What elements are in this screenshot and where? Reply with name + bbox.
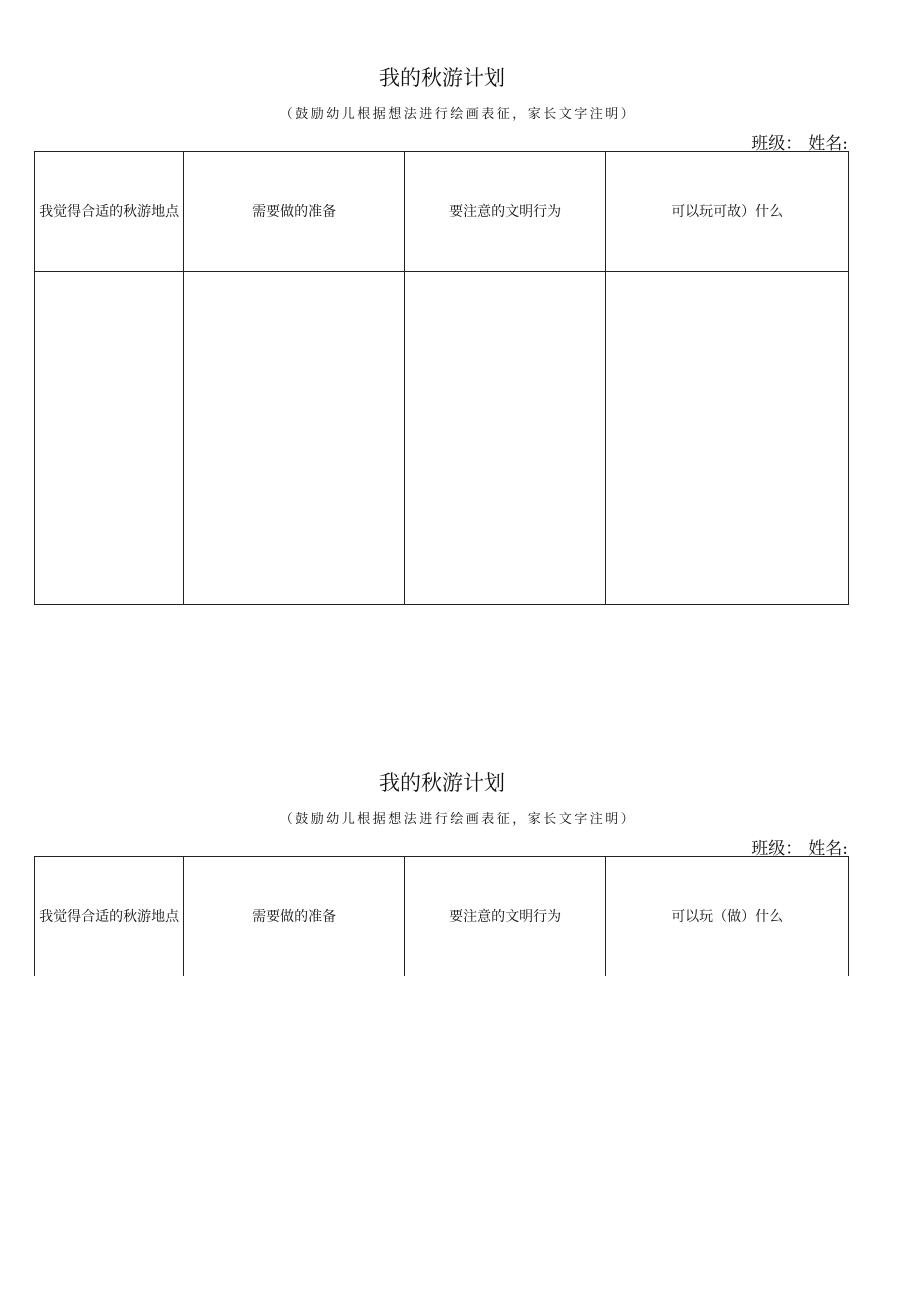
cell-activities[interactable] [606, 272, 849, 605]
column-header-preparation: 需要做的准备 [184, 857, 405, 977]
table-header-row [35, 857, 849, 977]
class-label: 班级： [751, 839, 803, 859]
column-header-activities: 可以玩（做）什么 [606, 857, 849, 977]
column-header-behavior: 要注意的文明行为 [404, 857, 605, 977]
sheet-title: 我的秋游计划 [379, 771, 505, 795]
sheet-subtitle: （鼓励幼儿根据想法进行绘画表征，家长文字注明） [279, 812, 637, 827]
column-header-place: 我觉得合适的秋游地点 [35, 152, 184, 272]
sheet-title: 我的秋游计划 [379, 66, 505, 90]
column-header-preparation: 需要做的准备 [184, 152, 405, 272]
table-row [35, 272, 849, 605]
column-header-behavior: 要注意的文明行为 [404, 152, 605, 272]
table-header-row [35, 152, 849, 272]
class-label: 班级： [751, 134, 803, 154]
name-label: 姓名: [808, 134, 848, 154]
column-header-activities: 可以玩可故）什么 [606, 152, 849, 272]
cell-place[interactable] [35, 272, 184, 605]
sheet-subtitle: （鼓励幼儿根据想法进行绘画表征，家长文字注明） [279, 107, 637, 122]
name-label: 姓名: [808, 839, 848, 859]
plan-table [34, 151, 849, 605]
cell-preparation[interactable] [184, 272, 405, 605]
cell-behavior[interactable] [404, 272, 605, 605]
plan-table [34, 856, 849, 976]
column-header-place: 我觉得合适的秋游地点 [35, 857, 184, 977]
